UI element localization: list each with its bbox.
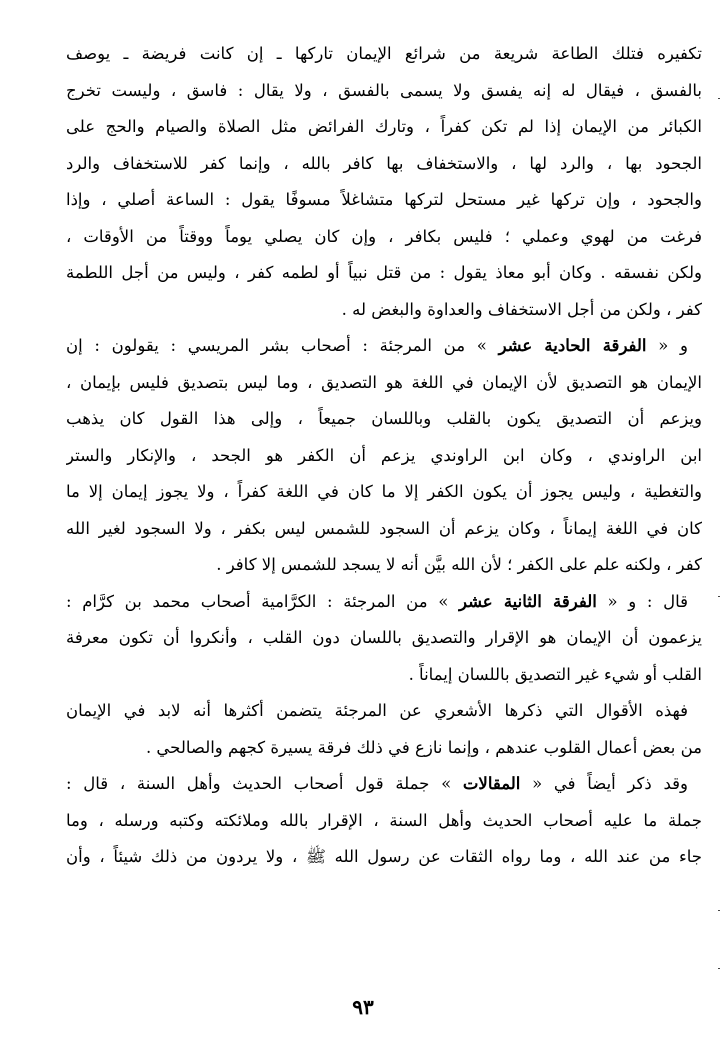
text-line: تكفيره فتلك الطاعة شريعة من شرائع الإيمان تاركها ـ إن كانت فريضة ـ يوصف: [66, 44, 702, 63]
text-line: كفر ، ولكن من أجل الاستخفاف والعداوة والبغض له .: [341, 299, 702, 319]
text-line: الكبائر من الإيمان إذا لم تكن كفراً ، وتارك الفرائض مثل الصلاة والصيام والحج على: [66, 117, 702, 136]
line-prefix: و «: [646, 336, 688, 355]
page-body: [66, 36, 702, 1002]
text-line: فرغت من لهوي وعملي ؛ فليس بكافر ، وإن كان يصلي يوماً ووقتاً من الأوقات ،: [66, 226, 702, 246]
text-line: كان في اللغة إيماناً ، وكان يزعم أن السجود للشمس ليس بكفر ، ولا السجود لغير الله: [66, 518, 702, 538]
margin-mark: [718, 910, 720, 911]
text-line: جملة ما عليه أصحاب الحديث وأهل السنة ، الإقرار بالله وملائكته وكتبه ورسله ، وما: [66, 810, 702, 830]
text-line: الإيمان هو التصديق لأن الإيمان في اللغة هو التصديق ، وما ليس بتصديق فليس بإيمان ،: [66, 372, 702, 392]
section-heading: الفرقة الحادية عشر: [498, 336, 647, 355]
page-number: ٩٣: [352, 995, 374, 1019]
text-line: والتغطية ، وليس يجوز أن يكون الكفر إلا ما كان في اللغة كفراً ، ولا يجوز إيمان إلا ما: [66, 482, 702, 501]
text-line: ولكن نفسقه . وكان أبو معاذ يقول : من قتل نبياً أو لطمه كفر ، وليس من أجل اللطمة: [66, 263, 702, 282]
line-suffix: » جملة قول أصحاب الحديث وأهل السنة ، قال :: [66, 774, 463, 793]
book-title-reference: المقالات: [462, 774, 521, 793]
line-suffix: » من المرجئة : أصحاب بشر المريسي : يقولون : إن: [66, 336, 499, 355]
section-heading: الفرقة الثانية عشر: [458, 591, 597, 611]
text-line: فهذه الأقوال التي ذكرها الأشعري عن المرجئة يتضمن أكثرها أنه لابد في الإيمان: [66, 701, 688, 720]
text-line: الجحود بها ، والرد لها ، والاستخفاف بها كافر بالله ، وإنما كفر للاستخفاف والرد: [66, 153, 702, 173]
margin-mark: [718, 596, 720, 597]
text-line: ويزعم أن التصديق يكون بالقلب وباللسان جميعاً ، وإلى هذا القول كان يذهب: [66, 409, 702, 428]
text-line: يزعمون أن الإيمان هو الإقرار والتصديق باللسان دون القلب ، وأنكروا أن تكون معرفة: [66, 628, 702, 647]
margin-mark: [718, 968, 720, 969]
text-line: كفر ، ولكنه علم على الكفر ؛ لأن الله بيَّن أنه لا يسجد للشمس إلا كافر .: [216, 555, 702, 574]
margin-mark: [718, 98, 720, 99]
text-line: جاء من عند الله ، وما رواه الثقات عن رسول الله ﷺ ، ولا يردون من ذلك شيئاً ، وأن: [66, 847, 702, 866]
text-line: [66, 584, 702, 621]
text-line: من بعض أعمال القلوب عندهم ، وإنما نازع في ذلك فرقة يسيرة كجهم والصالحي .: [145, 737, 702, 757]
line-prefix: قال : و «: [596, 591, 688, 611]
text-line: [66, 766, 702, 803]
text-line: [66, 328, 702, 365]
text-line: ابن الراوندي ، وكان ابن الراوندي يزعم أن الكفر هو الجحد ، والإنكار والستر: [66, 445, 702, 465]
line-suffix: » من المرجئة : الكرَّامية أصحاب محمد بن كرَّام :: [66, 591, 459, 611]
line-prefix: وقد ذكر أيضاً في «: [520, 774, 688, 793]
text-line: والجحود ، وإن تركها غير مستحل لتركها متشاغلاً مسوفًا يقول : الساعة أصلي ، وإذا: [66, 190, 702, 209]
text-line: بالفسق ، فيقال له إنه يفسق ولا يسمى بالفسق ، ولا يقال : فاسق ، وليست تخرج: [66, 80, 702, 100]
text-line: القلب أو شيء غير التصديق باللسان إيماناً .: [408, 664, 702, 684]
